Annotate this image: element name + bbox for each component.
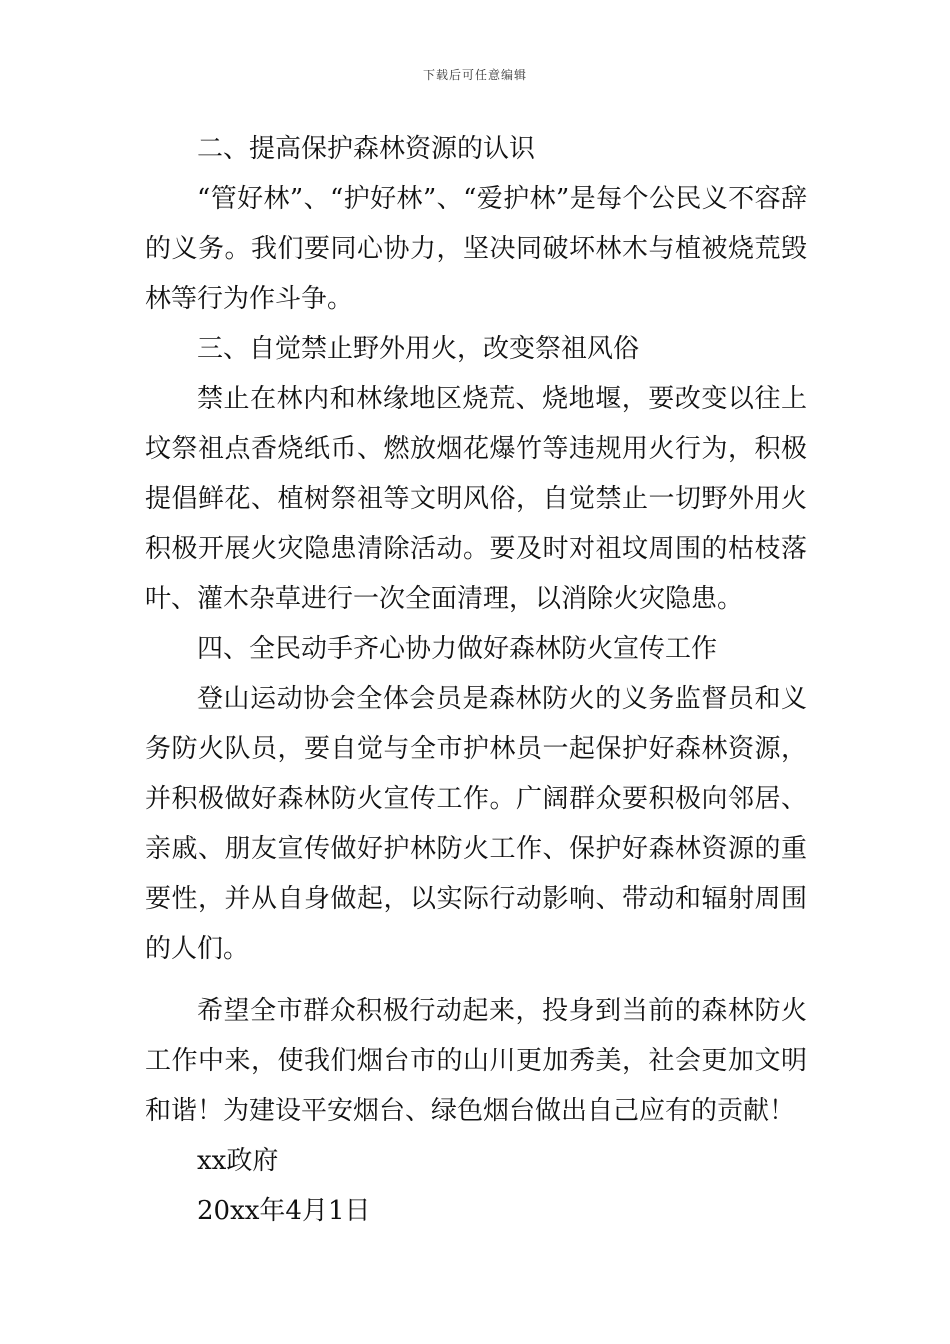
signature-issuer: xx政府 xyxy=(197,1146,279,1176)
document-body xyxy=(145,124,807,1236)
header-note: 下载后可任意编辑 xyxy=(422,68,527,82)
heading-section-4: 四、全民动手齐心协力做好森林防火宣传工作 xyxy=(197,634,718,664)
heading-section-3: 三、自觉禁止野外用火，改变祭祖风俗 xyxy=(197,334,640,364)
paragraph-section-3: 禁止在林内和林缘地区烧荒、烧地堰，要改变以往上坟祭祖点香烧纸币、燃放烟花爆竹等违规用火行为，积极提倡鲜花、植树祭祖等文明风俗，自觉禁止一切野外用火积极开展火灾隐患清除活动。要及时对祖坟周围的枯枝落叶、灌木杂草进行一次全面清理，以消除火灾隐患。 xyxy=(145,384,807,614)
signature-date: 20xx年4月1日 xyxy=(197,1196,371,1226)
heading-section-2: 二、提高保护森林资源的认识 xyxy=(197,134,536,164)
paragraph-section-4: 登山运动协会全体会员是森林防火的义务监督员和义务防火队员，要自觉与全市护林员一起保护好森林资源，并积极做好森林防火宣传工作。广阔群众要积极向邻居、亲戚、朋友宣传做好护林防火工作、保护好森林资源的重要性，并从自身做起，以实际行动影响、带动和辐射周围的人们。 xyxy=(145,684,807,964)
closing-paragraph: 希望全市群众积极行动起来，投身到当前的森林防火工作中来，使我们烟台市的山川更加秀美，社会更加文明和谐！为建设平安烟台、绿色烟台做出自己应有的贡献！ xyxy=(145,996,807,1126)
paragraph-section-2: “管好林”、“护好林”、“爱护林”是每个公民义不容辞的义务。我们要同心协力，坚决同破坏林木与植被烧荒毁林等行为作斗争。 xyxy=(145,184,807,314)
